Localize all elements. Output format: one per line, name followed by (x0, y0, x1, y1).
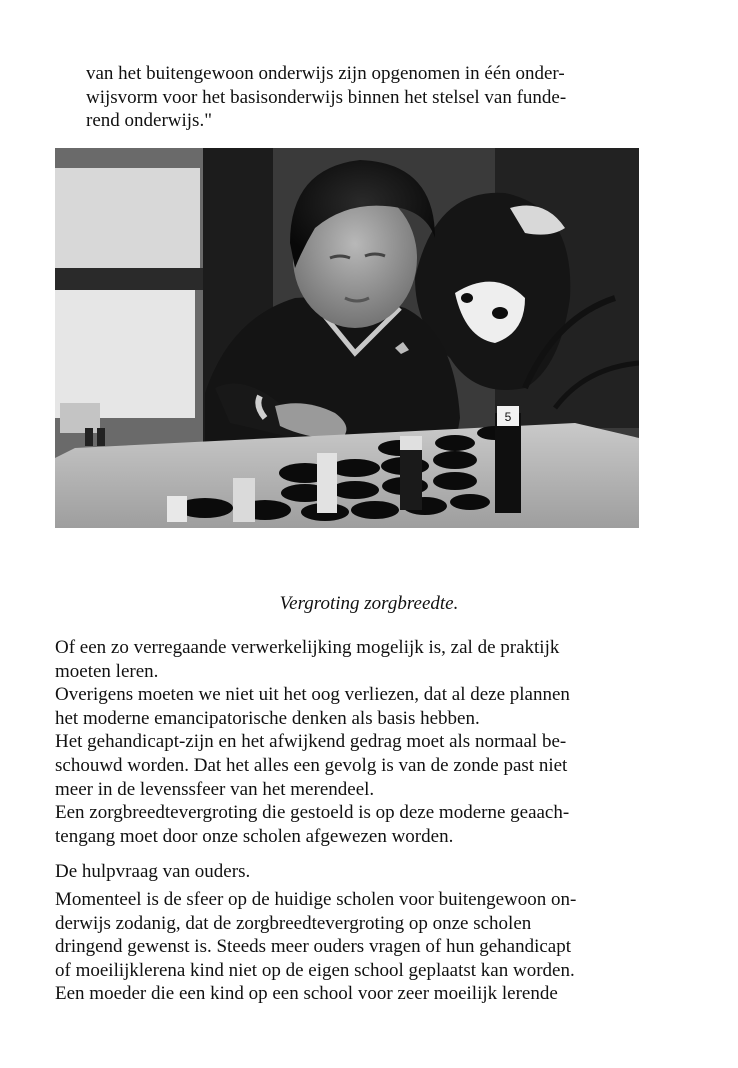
text-line: Of een zo verregaande verwerkelijking mogelijk is, zal de praktijk (55, 637, 560, 658)
body-paragraph-2 (55, 888, 640, 1006)
text-line: Overigens moeten we niet uit het oog verliezen, dat al deze plannen (55, 684, 570, 706)
peg-label-five: 5 (504, 410, 512, 424)
text-line: Een moeder die een kind op een school voor zeer moeilijk lerende (55, 983, 558, 1005)
text-line: meer in de levenssfeer van het merendeel. (55, 778, 375, 800)
text-line: wijsvorm voor het basisonderwijs binnen het stelsel van funde- (86, 86, 567, 108)
photo-child-playing (55, 148, 639, 528)
text-line: dringend gewenst is. Steeds meer ouders vragen of hun gehandicapt (55, 936, 572, 958)
text-line: van het buitengewoon onderwijs zijn opgenomen in één onder- (86, 63, 565, 84)
intro-paragraph (86, 62, 638, 133)
section-heading: De hulpvraag van ouders. (55, 861, 251, 882)
text-line: of moeilijklerena kind niet op de eigen school geplaatst kan worden. (55, 959, 575, 981)
photo-caption: Vergroting zorgbreedte. (279, 593, 459, 614)
text-line: Het gehandicapt-zijn en het afwijkend gedrag moet als normaal be- (55, 731, 567, 753)
text-line: Momenteel is de sfeer op de huidige scholen voor buitengewoon on- (55, 889, 577, 910)
text-line: tengang moet door onze scholen afgewezen worden. (55, 825, 454, 847)
text-line: het moderne emancipatorische denken als basis hebben. (55, 707, 480, 729)
text-line: Een zorgbreedtevergroting die gestoeld is op deze moderne geaach- (55, 802, 570, 824)
text-line: moeten leren. (55, 660, 159, 682)
text-line: derwijs zodanig, dat de zorgbreedtevergroting op onze scholen (55, 912, 532, 934)
body-paragraph-1 (55, 636, 640, 848)
text-line: schouwd worden. Dat het alles een gevolg is van de zonde past niet (55, 754, 568, 776)
text-line: rend onderwijs." (86, 110, 212, 132)
